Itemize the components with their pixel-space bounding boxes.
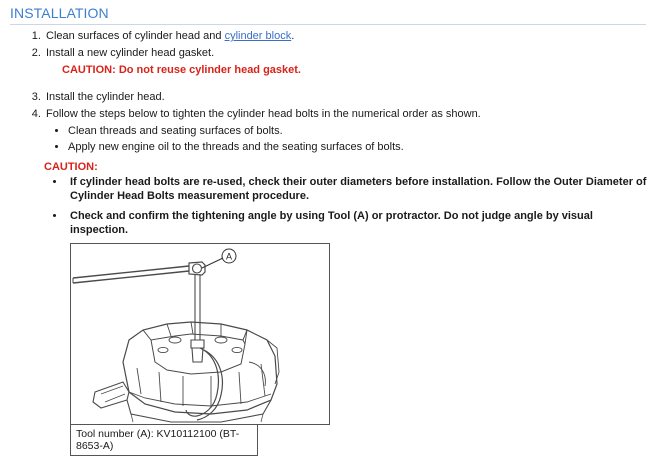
caution-list — [0, 175, 650, 237]
caution-item-2: • Check and confirm the tightening angle by using Tool (A) or protractor. Do not judge angle by visual inspection. — [66, 209, 650, 237]
caution-item-1: • If cylinder head bolts are re-used, check their outer diameters before installation. Follow the Outer Diameter of Cylinder Head Bolts measurement procedure. — [66, 175, 650, 203]
installation-steps — [0, 29, 650, 155]
step-4-bullets — [46, 124, 650, 155]
callout-a-label: A — [225, 251, 233, 262]
step-3-text: Install the cylinder head. — [46, 91, 165, 103]
caution-heading: CAUTION: — [44, 161, 98, 173]
step-1-text: Clean surfaces of cylinder head and — [46, 30, 225, 42]
tool-number-caption: Tool number (A): KV10112100 (BT-8653-A) — [70, 425, 258, 456]
step-3 — [44, 90, 650, 105]
cylinder-head-illustration — [71, 244, 329, 424]
step-spacer — [44, 81, 650, 88]
figure-image — [70, 243, 330, 425]
page-title: INSTALLATION — [10, 5, 109, 21]
step-2-text: Install a new cylinder head gasket. — [46, 47, 215, 59]
step-1 — [44, 29, 650, 44]
figure — [70, 243, 650, 456]
step-1-text-end: . — [291, 30, 295, 42]
step-4-bullet-1: • Clean threads and seating surfaces of bolts. — [68, 124, 650, 139]
step-2 — [44, 46, 650, 77]
document-content — [0, 25, 650, 456]
step-4-text: Follow the steps below to tighten the cylinder head bolts in the numerical order as shown. — [46, 108, 481, 120]
cylinder-block-link[interactable]: cylinder block — [224, 30, 292, 42]
step-4 — [44, 107, 650, 155]
step-4-bullet-2: • Apply new engine oil to the threads and the seating surfaces of bolts. — [68, 140, 650, 155]
step-2-caution: CAUTION: Do not reuse cylinder head gasket. — [62, 64, 301, 76]
